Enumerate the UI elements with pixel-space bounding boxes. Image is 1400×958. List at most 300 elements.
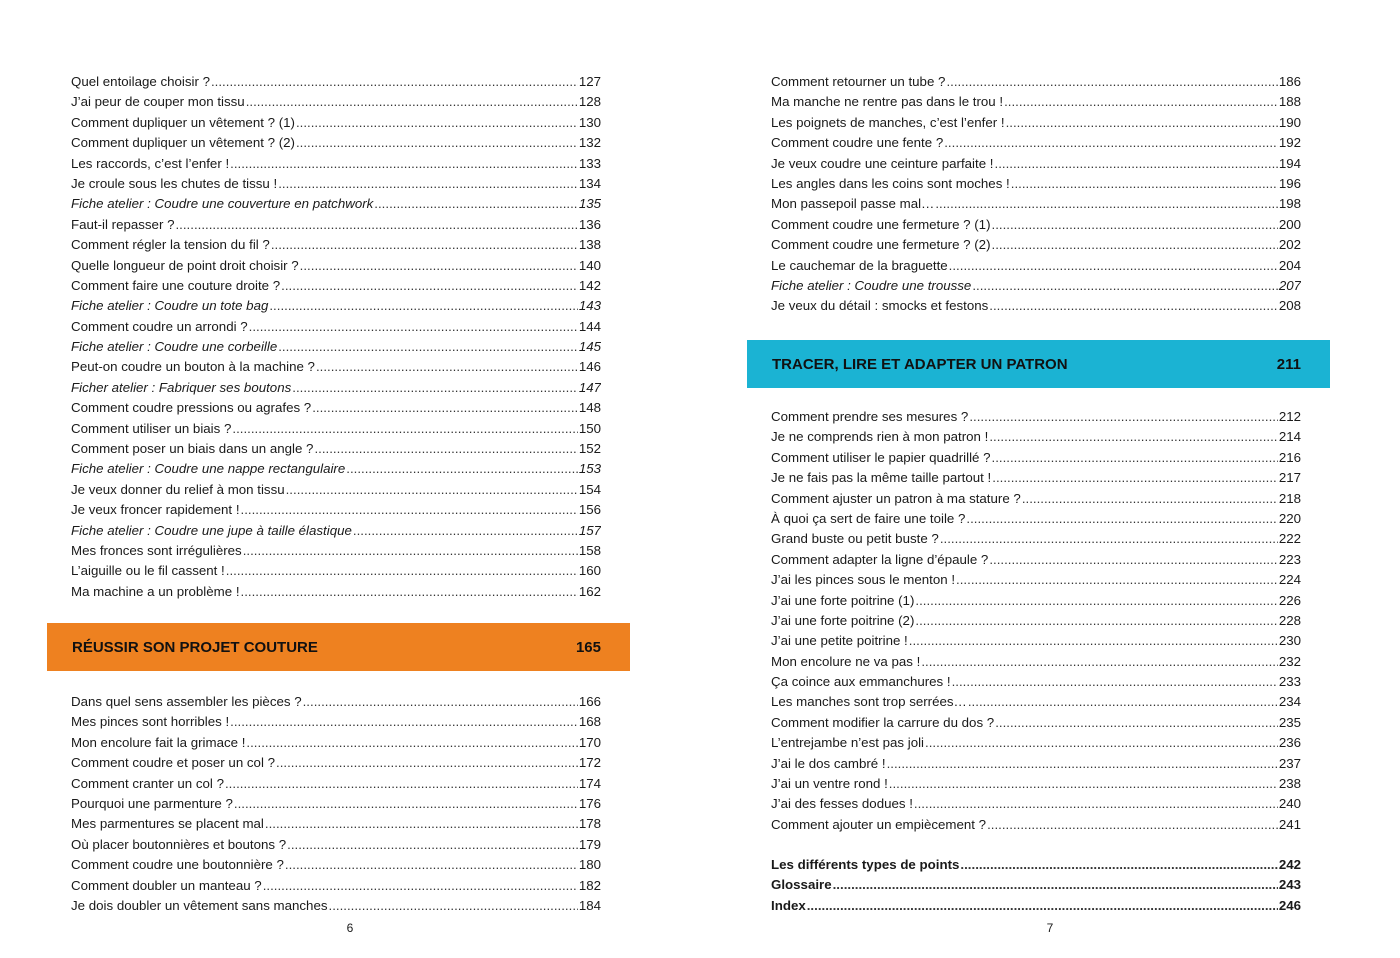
toc-entry-page: 160	[578, 563, 601, 579]
toc-entry-title: Quel entoilage choisir ?	[71, 74, 210, 89]
toc-entry-page: 178	[578, 816, 601, 832]
toc-list	[771, 72, 1301, 317]
dot-leader	[992, 448, 1278, 468]
dot-leader	[969, 407, 1277, 427]
dot-leader	[992, 215, 1278, 235]
dot-leader	[287, 835, 578, 855]
toc-entry-title: J’ai une forte poitrine (2)	[771, 612, 915, 628]
dot-leader	[281, 276, 578, 296]
toc-entry-title: J’ai les pinces sous le menton !	[771, 572, 956, 588]
toc-entry-page: 233	[1278, 674, 1301, 690]
dot-leader	[303, 692, 578, 712]
dot-leader	[230, 712, 578, 732]
toc-entry-title: Fiche atelier : Coudre une couverture en patchwork	[71, 196, 374, 212]
dot-leader	[987, 815, 1278, 835]
toc-entry-page: 234	[1278, 694, 1301, 710]
toc-entry-page: 145	[578, 339, 601, 355]
toc-entry-title: Ma manche ne rentre pas dans le trou !	[771, 94, 1004, 110]
toc-entry-title: Fiche atelier : Coudre une nappe rectangulaire	[71, 461, 346, 477]
toc-entry-title: Mon encolure ne va pas !	[771, 653, 921, 669]
toc-entry	[71, 72, 601, 92]
toc-entry-page: 127	[578, 74, 601, 89]
toc-entry-title: Comment dupliquer un vêtement ? (1)	[71, 114, 295, 130]
toc-entry-title: Fiche atelier : Coudre une trousse	[771, 277, 972, 293]
toc-entry-title: Comment utiliser le papier quadrillé ?	[771, 449, 991, 465]
toc-entry	[771, 448, 1301, 468]
dot-leader	[921, 652, 1278, 672]
toc-entry-title: Je veux froncer rapidement !	[71, 502, 240, 518]
toc-entry-page: 241	[1278, 816, 1301, 832]
dot-leader	[952, 672, 1278, 692]
dot-leader	[300, 256, 578, 276]
toc-entry-title: Je ne comprends rien à mon patron !	[771, 429, 989, 445]
toc-entry-title: Comment cranter un col ?	[71, 775, 224, 791]
toc-entry	[771, 296, 1301, 316]
toc-entry-title: Comment prendre ses mesures ?	[771, 409, 969, 424]
toc-entry	[771, 692, 1301, 712]
dot-leader	[966, 509, 1277, 529]
toc-entry-page: 218	[1278, 490, 1301, 506]
toc-entry-page: 217	[1278, 470, 1301, 486]
dot-leader	[286, 480, 578, 500]
toc-entry-title: Je veux donner du relief à mon tissu	[71, 481, 285, 497]
dot-leader	[909, 631, 1278, 651]
dot-leader	[234, 794, 578, 814]
toc-entry	[71, 337, 601, 357]
toc-list	[771, 407, 1301, 835]
toc-entry	[771, 113, 1301, 133]
dot-leader	[269, 296, 577, 316]
toc-entry-title: Je ne fais pas la même taille partout !	[771, 470, 992, 486]
toc-entry	[71, 419, 601, 439]
dot-leader	[285, 855, 578, 875]
toc-entry	[71, 256, 601, 276]
toc-entry-page: 162	[578, 583, 601, 599]
toc-entry	[771, 875, 1301, 895]
toc-entry-title: Comment coudre et poser un col ?	[71, 755, 275, 771]
toc-entry-title: Comment adapter la ligne d’épaule ?	[771, 551, 989, 567]
toc-entry-title: Comment coudre un arrondi ?	[71, 318, 248, 334]
toc-entry	[771, 215, 1301, 235]
dot-leader	[263, 876, 578, 896]
dot-leader	[314, 439, 577, 459]
toc-entry	[771, 235, 1301, 255]
toc-entry-title: J’ai des fesses dodues !	[771, 796, 913, 812]
toc-entry-page: 143	[578, 298, 601, 314]
dot-leader	[296, 133, 578, 153]
toc-entry	[771, 489, 1301, 509]
toc-entry-page: 198	[1278, 196, 1301, 212]
toc-entry-page: 134	[578, 175, 601, 191]
toc-entry-title: Mes pinces sont horribles !	[71, 714, 230, 730]
toc-entry	[771, 611, 1301, 631]
toc-entry-title: Mon passepoil passe mal…	[771, 196, 935, 212]
toc-entry-page: 226	[1278, 592, 1301, 608]
toc-entry-title: Comment coudre une fermeture ? (1)	[771, 216, 991, 232]
toc-entry	[71, 541, 601, 561]
toc-entry-title: Le cauchemar de la braguette	[771, 257, 948, 273]
dot-leader	[278, 337, 578, 357]
toc-entry	[771, 92, 1301, 112]
toc-entry	[71, 753, 601, 773]
dot-leader	[276, 753, 578, 773]
toc-entry	[71, 194, 601, 214]
toc-entry-page: 188	[1278, 94, 1301, 110]
toc-entry	[71, 174, 601, 194]
dot-leader	[1011, 174, 1278, 194]
toc-entry-page: 148	[578, 400, 601, 416]
toc-entry	[771, 133, 1301, 153]
dot-leader	[833, 875, 1278, 895]
toc-entry	[771, 672, 1301, 692]
section-title: RÉUSSIR SON PROJET COUTURE	[72, 638, 318, 656]
dot-leader	[225, 774, 578, 794]
toc-entry-page: 194	[1278, 155, 1301, 171]
section-title: TRACER, LIRE ET ADAPTER UN PATRON	[772, 355, 1068, 373]
toc-entry-page: 184	[578, 897, 601, 913]
toc-entry-title: Je veux coudre une ceinture parfaite !	[771, 155, 994, 171]
toc-entry-title: Comment poser un biais dans un angle ?	[71, 441, 314, 457]
toc-entry	[771, 174, 1301, 194]
toc-entry-title: Quelle longueur de point droit choisir ?	[71, 257, 299, 273]
dot-leader	[914, 794, 1278, 814]
toc-entry-page: 222	[1278, 531, 1301, 547]
toc-entry	[71, 92, 601, 112]
toc-entry-page: 136	[578, 216, 601, 232]
toc-entry-page: 243	[1278, 877, 1301, 893]
dot-leader	[226, 561, 578, 581]
dot-leader	[246, 92, 578, 112]
toc-entry-page: 223	[1278, 551, 1301, 567]
toc-entry	[771, 896, 1301, 916]
toc-entry-page: 144	[578, 318, 601, 334]
dot-leader	[353, 521, 578, 541]
toc-entry-title: Faut-il repasser ?	[71, 216, 175, 232]
toc-entry-title: Ça coince aux emmanchures !	[771, 674, 951, 690]
dot-leader	[989, 550, 1277, 570]
toc-entry-page: 212	[1278, 409, 1301, 424]
toc-entry	[71, 814, 601, 834]
toc-entry-title: Comment coudre une fermeture ? (2)	[771, 237, 991, 253]
toc-entry-page: 158	[578, 542, 601, 558]
toc-entry	[71, 235, 601, 255]
toc-entry	[71, 855, 601, 875]
section-banner	[47, 623, 630, 671]
toc-entry-title: Fiche atelier : Coudre une corbeille	[71, 339, 278, 355]
toc-entry-page: 240	[1278, 796, 1301, 812]
toc-entry-page: 130	[578, 114, 601, 130]
toc-entry-title: Comment ajuster un patron à ma stature ?	[771, 490, 1021, 506]
toc-entry-page: 236	[1278, 735, 1301, 751]
toc-list	[71, 72, 601, 602]
toc-entry-page: 179	[578, 836, 601, 852]
toc-entry-page: 152	[578, 441, 601, 457]
toc-entry-page: 196	[1278, 175, 1301, 191]
toc-entry-page: 157	[578, 522, 601, 538]
toc-entry	[71, 500, 601, 520]
toc-entry	[71, 582, 601, 602]
toc-entry-title: Mes parmentures se placent mal	[71, 816, 264, 832]
toc-entry-title: Peut-on coudre un bouton à la machine ?	[71, 359, 315, 375]
toc-entry-title: Fiche atelier : Coudre un tote bag	[71, 298, 269, 314]
toc-entry-title: Index	[771, 897, 806, 913]
toc-entry-page: 153	[578, 461, 601, 477]
appendix-list	[771, 855, 1301, 916]
toc-entry	[71, 113, 601, 133]
dot-leader	[992, 468, 1278, 488]
toc-entry-title: L’aiguille ou le fil cassent !	[71, 563, 225, 579]
toc-entry	[771, 774, 1301, 794]
dot-leader	[271, 235, 578, 255]
toc-entry	[71, 521, 601, 541]
toc-entry-page: 128	[578, 94, 601, 110]
toc-entry-title: Comment faire une couture droite ?	[71, 277, 281, 293]
toc-entry-title: Je veux du détail : smocks et festons	[771, 298, 989, 314]
toc-entry	[771, 529, 1301, 549]
toc-entry	[771, 407, 1301, 427]
dot-leader	[940, 529, 1278, 549]
toc-entry	[771, 468, 1301, 488]
toc-entry-page: 200	[1278, 216, 1301, 232]
toc-entry-page: 204	[1278, 257, 1301, 273]
dot-leader	[175, 215, 577, 235]
dot-leader	[249, 317, 578, 337]
dot-leader	[887, 754, 1278, 774]
toc-entry	[71, 357, 601, 377]
toc-entry-page: 238	[1278, 776, 1301, 792]
toc-entry-title: Les manches sont trop serrées…	[771, 694, 967, 710]
dot-leader	[925, 733, 1278, 753]
dot-leader	[989, 427, 1278, 447]
toc-entry-title: Comment coudre une fente ?	[771, 135, 944, 151]
toc-entry	[771, 72, 1301, 92]
toc-entry-page: 190	[1278, 114, 1301, 130]
dot-leader	[292, 378, 578, 398]
toc-entry-title: Comment ajouter un empiècement ?	[771, 816, 987, 832]
toc-entry-page: 224	[1278, 572, 1301, 588]
page-number: 6	[346, 921, 354, 935]
toc-entry	[771, 509, 1301, 529]
toc-entry-page: 232	[1278, 653, 1301, 669]
dot-leader	[243, 541, 578, 561]
toc-entry-title: Glossaire	[771, 877, 832, 893]
toc-entry-title: J’ai une forte poitrine (1)	[771, 592, 915, 608]
toc-entry-page: 132	[578, 135, 601, 151]
toc-entry-page: 142	[578, 277, 601, 293]
toc-entry	[71, 215, 601, 235]
toc-entry-page: 140	[578, 257, 601, 273]
dot-leader	[935, 194, 1277, 214]
dot-leader	[1004, 92, 1278, 112]
toc-entry	[771, 276, 1301, 296]
toc-entry-page: 220	[1278, 510, 1301, 526]
toc-entry-page: 146	[578, 359, 601, 375]
dot-leader	[946, 72, 1277, 92]
toc-entry-page: 208	[1278, 298, 1301, 314]
toc-entry-page: 182	[578, 877, 601, 893]
toc-entry-title: Comment doubler un manteau ?	[71, 877, 262, 893]
toc-entry	[71, 774, 601, 794]
toc-entry	[71, 480, 601, 500]
toc-entry-page: 138	[578, 237, 601, 253]
toc-entry-title: L’entrejambe n’est pas joli	[771, 735, 925, 751]
dot-leader	[989, 296, 1278, 316]
toc-entry-title: Comment coudre pressions ou agrafes ?	[71, 400, 312, 416]
toc-entry-title: Mon encolure fait la grimace !	[71, 734, 246, 750]
toc-entry	[71, 712, 601, 732]
toc-entry-title: J’ai le dos cambré !	[771, 755, 886, 771]
toc-entry-title: Dans quel sens assembler les pièces ?	[71, 694, 302, 709]
toc-entry	[771, 591, 1301, 611]
toc-entry-title: Les raccords, c’est l’enfer !	[71, 155, 230, 171]
toc-entry	[71, 896, 601, 916]
dot-leader	[230, 154, 578, 174]
toc-entry-title: Comment régler la tension du fil ?	[71, 237, 270, 253]
toc-entry	[71, 276, 601, 296]
toc-entry-title: Les différents types de points	[771, 857, 960, 872]
dot-leader	[992, 235, 1278, 255]
toc-entry-page: 228	[1278, 612, 1301, 628]
toc-entry-page: 168	[578, 714, 601, 730]
toc-entry-page: 246	[1278, 897, 1301, 913]
toc-entry-page: 133	[578, 155, 601, 171]
toc-entry	[771, 194, 1301, 214]
toc-entry	[71, 561, 601, 581]
toc-entry	[771, 652, 1301, 672]
toc-entry-title: Comment retourner un tube ?	[771, 74, 946, 89]
toc-entry-title: Je croule sous les chutes de tissu !	[71, 175, 278, 191]
toc-entry-title: Comment modifier la carrure du dos ?	[771, 714, 995, 730]
toc-entry-page: 147	[578, 379, 601, 395]
toc-entry	[771, 733, 1301, 753]
dot-leader	[241, 582, 578, 602]
toc-entry-title: Grand buste ou petit buste ?	[771, 531, 939, 547]
toc-entry-page: 202	[1278, 237, 1301, 253]
toc-entry-title: Je dois doubler un vêtement sans manches	[71, 897, 328, 913]
toc-entry	[771, 794, 1301, 814]
toc-entry	[71, 733, 601, 753]
toc-entry	[771, 855, 1301, 875]
toc-entry	[771, 713, 1301, 733]
toc-entry-page: 166	[578, 694, 601, 709]
toc-entry-title: Ficher atelier : Fabriquer ses boutons	[71, 379, 292, 395]
toc-entry-page: 186	[1278, 74, 1301, 89]
dot-leader	[889, 774, 1278, 794]
dot-leader	[1022, 489, 1278, 509]
toc-entry-title: Comment coudre une boutonnière ?	[71, 857, 284, 873]
toc-entry	[71, 876, 601, 896]
toc-entry-page: 176	[578, 795, 601, 811]
right-page	[700, 0, 1400, 958]
dot-leader	[346, 459, 578, 479]
toc-entry-title: Les angles dans les coins sont moches !	[771, 175, 1010, 191]
toc-entry-title: À quoi ça sert de faire une toile ?	[771, 510, 966, 526]
toc-entry	[771, 570, 1301, 590]
dot-leader	[296, 113, 578, 133]
toc-entry-page: 192	[1278, 135, 1301, 151]
toc-entry-page: 214	[1278, 429, 1301, 445]
toc-entry	[771, 631, 1301, 651]
toc-entry	[771, 256, 1301, 276]
toc-entry-title: Comment utiliser un biais ?	[71, 420, 232, 436]
toc-entry	[771, 754, 1301, 774]
dot-leader	[956, 570, 1278, 590]
toc-list	[71, 692, 601, 916]
dot-leader	[995, 154, 1278, 174]
toc-entry-title: Pourquoi une parmenture ?	[71, 795, 233, 811]
dot-leader	[374, 194, 578, 214]
dot-leader	[265, 814, 578, 834]
toc-entry-page: 172	[578, 755, 601, 771]
toc-entry	[71, 459, 601, 479]
toc-entry	[71, 154, 601, 174]
dot-leader	[316, 357, 578, 377]
toc-entry-page: 235	[1278, 714, 1301, 730]
toc-entry-page: 156	[578, 502, 601, 518]
toc-entry-title: Ma machine a un problème !	[71, 583, 240, 599]
toc-entry-page: 216	[1278, 449, 1301, 465]
toc-entry	[71, 835, 601, 855]
toc-entry	[71, 296, 601, 316]
toc-entry-page: 174	[578, 775, 601, 791]
dot-leader	[944, 133, 1278, 153]
section-page: 165	[575, 638, 601, 656]
toc-entry	[71, 378, 601, 398]
toc-entry-page: 154	[578, 481, 601, 497]
toc-entry	[71, 439, 601, 459]
dot-leader	[807, 896, 1278, 916]
dot-leader	[278, 174, 578, 194]
toc-entry-title: Les poignets de manches, c’est l’enfer !	[771, 114, 1005, 130]
toc-entry-page: 237	[1278, 755, 1301, 771]
dot-leader	[995, 713, 1278, 733]
dot-leader	[329, 896, 578, 916]
toc-entry-title: J’ai peur de couper mon tissu	[71, 94, 245, 110]
toc-entry	[771, 815, 1301, 835]
toc-entry	[771, 427, 1301, 447]
toc-entry-page: 170	[578, 734, 601, 750]
section-banner	[747, 340, 1330, 388]
dot-leader	[949, 256, 1278, 276]
toc-entry-title: J’ai une petite poitrine !	[771, 633, 908, 649]
toc-entry	[71, 133, 601, 153]
toc-entry-title: Fiche atelier : Coudre une jupe à taille élastique	[71, 522, 352, 538]
dot-leader	[972, 276, 1278, 296]
dot-leader	[1006, 113, 1278, 133]
toc-entry	[71, 692, 601, 712]
toc-entry-title: J’ai un ventre rond !	[771, 776, 888, 792]
toc-entry-title: Comment dupliquer un vêtement ? (2)	[71, 135, 295, 151]
dot-leader	[211, 72, 578, 92]
toc-entry-page: 207	[1278, 277, 1301, 293]
toc-entry	[71, 398, 601, 418]
dot-leader	[232, 419, 577, 439]
dot-leader	[915, 591, 1277, 611]
dot-leader	[241, 500, 578, 520]
dot-leader	[246, 733, 577, 753]
toc-entry-title: Où placer boutonnières et boutons ?	[71, 836, 287, 852]
toc-entry-page: 150	[578, 420, 601, 436]
toc-entry	[71, 794, 601, 814]
toc-entry-page: 135	[578, 196, 601, 212]
toc-entry-page: 242	[1278, 857, 1301, 872]
toc-entry	[771, 550, 1301, 570]
section-page: 211	[1276, 355, 1301, 373]
toc-entry-title: Mes fronces sont irrégulières	[71, 542, 242, 558]
toc-entry-page: 230	[1278, 633, 1301, 649]
toc-entry	[771, 154, 1301, 174]
toc-entry-page: 180	[578, 857, 601, 873]
